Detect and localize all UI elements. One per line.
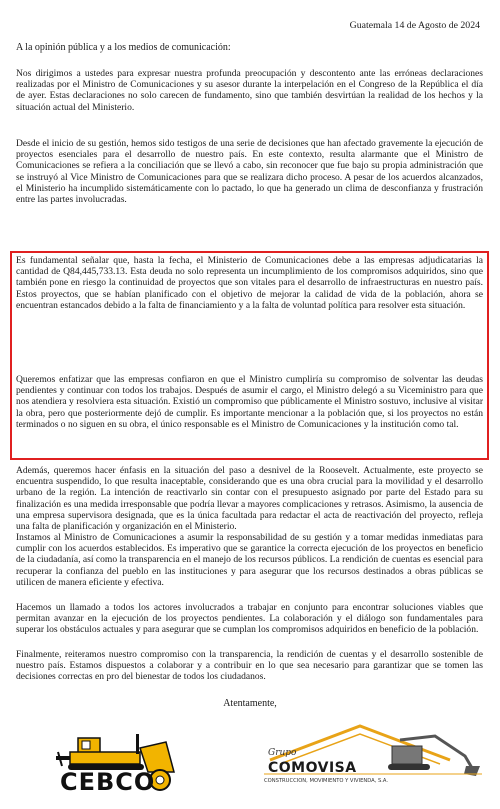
document-date: Guatemala 14 de Agosto de 2024 xyxy=(349,20,480,31)
comovisa-logo xyxy=(250,716,490,804)
paragraph-2: Desde el inicio de su gestión, hemos sido testigos de una serie de decisiones que han afectado gravemente la ejecución de proyectos esenciales para el desarrollo de nuestro país. En este contexto, resulta alarmante que el Ministro de Comunicaciones se refiera a la conciliación que se llevó a cabo, sin reconocer que fue bajo su propia administración que se instruyó al Vice Ministro de Comunicaciones para que se realizara dicho proceso. A pesar de los acuerdos alcanzados, el Ministerio ha incumplido sistemáticamente con lo pactado, lo que ha generado un clima de desconfianza y frustración entre las partes involucradas. xyxy=(16,138,483,206)
paragraph-4-highlighted: Queremos enfatizar que las empresas confiaron en que el Ministro cumpliría su compromiso de solventar las deudas pendientes y continuar con todos los trabajos. Después de asumir el cargo, el Ministro delegó a su Viceministro para que nos atendiera y resolviera esta situación. Existió un compromiso que públicamente el Ministro sostuvo, inclusive al visitar la obra, pero que posteriormente dejó de cumplir. Es importante mencionar a la población que, si los proyectos no están terminados o no siguen en su obra, el único responsable es el Ministro de Comunicaciones y la institución como tal. xyxy=(16,374,483,430)
paragraph-8: Finalmente, reiteramos nuestro compromiso con la transparencia, la rendición de cuentas y el desarrollo sostenible de nuestro país. Estamos dispuestos a colaborar y a contribuir en lo que sea necesario para garantizar que se tomen las decisiones correctas en pro del bienestar de todos los ciudadanos. xyxy=(16,649,483,683)
paragraph-7: Hacemos un llamado a todos los actores involucrados a trabajar en conjunto para encontrar soluciones viables que permitan avanzar en la ejecución de los proyectos pendientes. La colaboración y el diálogo son fundamentales para superar los obstáculos actuales y para asegurar que se cumplan los compromisos adquiridos en beneficio de la población. xyxy=(16,602,483,636)
comovisa-tagline: CONSTRUCCION, MOVIMIENTO Y VIVIENDA, S.A. xyxy=(264,778,389,784)
closing-line: Atentamente, xyxy=(223,698,277,709)
paragraph-6: Instamos al Ministro de Comunicaciones a asumir la responsabilidad de su gestión y a tomar medidas inmediatas para cumplir con los acuerdos establecidos. Es imperativo que se garantice la correcta ejecución de los proyectos en beneficio de la ciudadanía, así como la transparencia en el manejo de los recursos públicos. La rendición de cuentas es esencial para recuperar la confianza del pueblo en las instituciones y para asegurar que los recursos destinados a obras públicas se utilicen de manera eficiente y efectiva. xyxy=(16,532,483,588)
paragraph-5: Además, queremos hacer énfasis en la situación del paso a desnivel de la Roosevelt. Actualmente, este proyecto se encuentra suspendido, lo que resulta inaceptable, considerando que es una obra crucial para la movilidad y el desarrollo urbano de la región. La intención de reactivarlo sin contar con el presupuesto asignado por parte del Estado para su finalización es una medida irresponsable que podría llevar a mayores complicaciones y retrasos. Asimismo, la ausencia de una empresa supervisora designada, que es la única facultada para redactar el acta de reactivación del proyecto, refleja una falta de planificación y organización en el Ministerio. xyxy=(16,465,483,533)
comovisa-wordmark: COMOVISA xyxy=(268,760,357,776)
paragraph-3-highlighted: Es fundamental señalar que, hasta la fecha, el Ministerio de Comunicaciones debe a las empresas adjudicatarias la cantidad de Q84,445,733.13. Esta deuda no solo representa un incumplimiento de los compromisos adquiridos, sino que también pone en riesgo la continuidad de proyectos que son vitales para el desarrollo de infraestructuras en nuestro país. Estos proyectos, que se habían planificado con el objetivo de mejorar la calidad de vida de la población, ahora se encuentran estancados debido a la falta de financiamiento y a la falta de voluntad política para resolver esta situación. xyxy=(16,255,483,311)
cebco-logo xyxy=(48,728,198,800)
greeting-line: A la opinión pública y a los medios de comunicación: xyxy=(16,42,231,53)
cebco-wordmark: CEBCO xyxy=(60,768,156,796)
paragraph-1: Nos dirigimos a ustedes para expresar nuestra profunda preocupación y descontento ante las erróneas declaraciones realizadas por el Ministro de Comunicaciones y su asesor durante la interpelación en el Congreso de la República el día de ayer. Estas declaraciones no solo carecen de fundamento, sino que también desvirtúan la realidad de los hechos y la situación actual del Ministerio. xyxy=(16,68,483,113)
comovisa-script-text: Grupo xyxy=(268,748,297,758)
